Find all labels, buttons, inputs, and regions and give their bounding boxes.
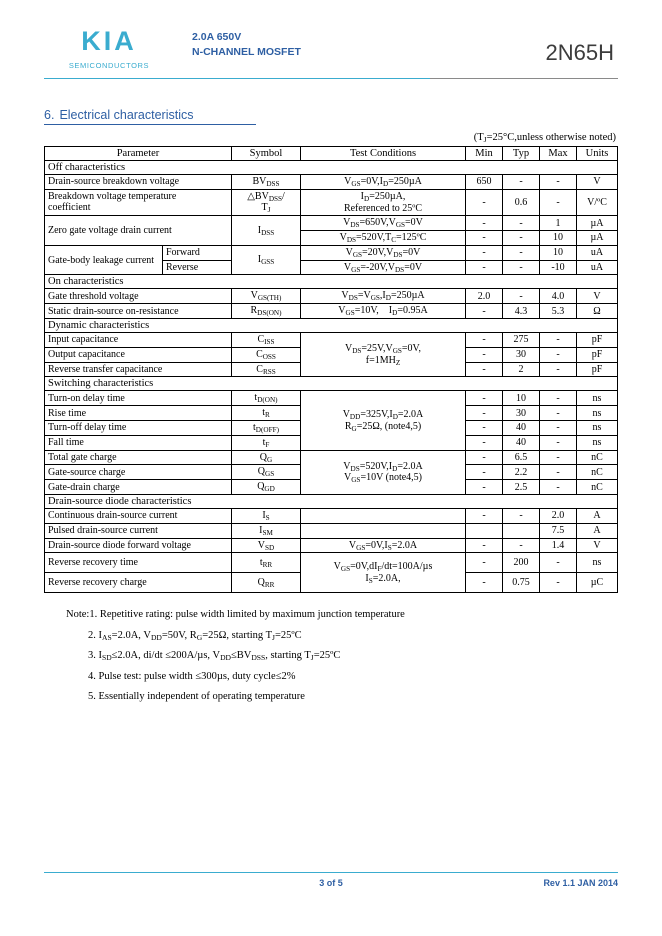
cond-idss-1: $V_{DS}=650V,V_{GS}=0V$ bbox=[301, 216, 466, 231]
section-underline bbox=[44, 124, 256, 125]
page-header bbox=[44, 0, 618, 86]
logo-tagline: SEMICONDUCTORS bbox=[68, 61, 150, 70]
cond-is bbox=[301, 509, 466, 524]
min-qrr: - bbox=[466, 573, 503, 593]
unit-tdon: ns bbox=[577, 391, 618, 406]
min-vgsth: 2.0 bbox=[466, 289, 503, 304]
typ-idss-2: - bbox=[503, 231, 540, 246]
table-row bbox=[45, 523, 618, 538]
unit-ciss: pF bbox=[577, 333, 618, 348]
typ-igss-rev: - bbox=[503, 260, 540, 275]
typ-tdoff: 40 bbox=[503, 421, 540, 436]
min-tdon: - bbox=[466, 391, 503, 406]
table-row bbox=[45, 174, 618, 189]
symbol-igss: $I_{GSS}$ bbox=[232, 245, 301, 275]
symbol-vsd: $V_{SD}$ bbox=[232, 538, 301, 553]
param-rdson: Static drain-source on-resistance bbox=[45, 304, 232, 319]
group-label-dynamic: Dynamic characteristics bbox=[45, 319, 618, 333]
unit-igss-fwd: uA bbox=[577, 245, 618, 260]
max-vsd: 1.4 bbox=[540, 538, 577, 553]
max-igss-fwd: 10 bbox=[540, 245, 577, 260]
symbol-qrr: $Q_{RR}$ bbox=[232, 573, 301, 593]
cond-vsd: $V_{GS}=0V,I_S=2.0A$ bbox=[301, 538, 466, 553]
max-is: 2.0 bbox=[540, 509, 577, 524]
max-trr: - bbox=[540, 553, 577, 573]
symbol-coss: $C_{OSS}$ bbox=[232, 347, 301, 362]
symbol-tf: $t_F$ bbox=[232, 435, 301, 450]
min-tr: - bbox=[466, 406, 503, 421]
min-idss-1: - bbox=[466, 216, 503, 231]
note-3: 3. $I_{SD}\le 2.0A$, di/dt ≤200A/µs, $V_{DD}\le BV_{DSS}$, starting $T_J=25ºC$ bbox=[88, 650, 341, 663]
param-vgsth: Gate threshold voltage bbox=[45, 289, 232, 304]
param-qrr: Reverse recovery charge bbox=[45, 573, 232, 593]
param-tdoff: Turn-off delay time bbox=[45, 421, 232, 436]
typ-tr: 30 bbox=[503, 406, 540, 421]
cond-igss-fwd: $V_{GS}=20V,V_{DS}=0V$ bbox=[301, 245, 466, 260]
table-group-header bbox=[45, 160, 618, 174]
unit-bvdss: V bbox=[577, 174, 618, 189]
header-parameter: Parameter bbox=[45, 146, 232, 160]
param-bvdss: Drain-source breakdown voltage bbox=[45, 174, 232, 189]
table-group-header bbox=[45, 495, 618, 509]
typ-is: - bbox=[503, 509, 540, 524]
max-igss-rev: -10 bbox=[540, 260, 577, 275]
electrical-characteristics-table bbox=[44, 146, 618, 594]
typ-ism bbox=[503, 523, 540, 538]
min-tf: - bbox=[466, 435, 503, 450]
table-row bbox=[45, 245, 618, 260]
typ-vsd: - bbox=[503, 538, 540, 553]
symbol-crss: $C_{RSS}$ bbox=[232, 362, 301, 377]
footer-left-spacer bbox=[44, 878, 204, 888]
typ-bvdss: - bbox=[503, 174, 540, 189]
param-is: Continuous drain-source current bbox=[45, 509, 232, 524]
max-rdson: 5.3 bbox=[540, 304, 577, 319]
symbol-idss: $I_{DSS}$ bbox=[232, 216, 301, 246]
symbol-qgd: $Q_{GD}$ bbox=[232, 480, 301, 495]
min-trr: - bbox=[466, 553, 503, 573]
note-1: Note:1. Repetitive rating: pulse width limited by maximum junction temperature bbox=[66, 609, 405, 621]
min-igss-fwd: - bbox=[466, 245, 503, 260]
max-tdon: - bbox=[540, 391, 577, 406]
max-tf: - bbox=[540, 435, 577, 450]
table-row bbox=[45, 189, 618, 216]
unit-vsd: V bbox=[577, 538, 618, 553]
typ-crss: 2 bbox=[503, 362, 540, 377]
param-ism: Pulsed drain-source current bbox=[45, 523, 232, 538]
typ-tdon: 10 bbox=[503, 391, 540, 406]
unit-qg: nC bbox=[577, 450, 618, 465]
typ-qgs: 2.2 bbox=[503, 465, 540, 480]
group-label-switching: Switching characteristics bbox=[45, 377, 618, 391]
unit-idss-2: µA bbox=[577, 231, 618, 246]
symbol-bv-tempco: $\triangle BV_{DSS}/$ $T_J$ bbox=[232, 189, 301, 216]
section-title-text: Electrical characteristics bbox=[59, 108, 194, 122]
notes-list bbox=[44, 605, 618, 707]
param-vsd: Drain-source diode forward voltage bbox=[45, 538, 232, 553]
min-bvdss: 650 bbox=[466, 174, 503, 189]
min-idss-2: - bbox=[466, 231, 503, 246]
unit-is: A bbox=[577, 509, 618, 524]
symbol-tdoff: $t_{D(OFF)}$ bbox=[232, 421, 301, 436]
section-heading bbox=[44, 108, 618, 128]
cond-ism bbox=[301, 523, 466, 538]
note-2: 2. $I_{AS}=2.0A$, $V_{DD}=50V$, $R_G=25\Omega$, starting $T_J=25ºC$ bbox=[88, 629, 302, 642]
symbol-tr: $t_R$ bbox=[232, 406, 301, 421]
typ-ciss: 275 bbox=[503, 333, 540, 348]
max-bvdss: - bbox=[540, 174, 577, 189]
symbol-tdon: $t_{D(ON)}$ bbox=[232, 391, 301, 406]
param-trr: Reverse recovery time bbox=[45, 553, 232, 573]
unit-qgd: nC bbox=[577, 480, 618, 495]
unit-idss-1: µA bbox=[577, 216, 618, 231]
symbol-bvdss: $BV_{DSS}$ bbox=[232, 174, 301, 189]
min-coss: - bbox=[466, 347, 503, 362]
table-header-row bbox=[45, 146, 618, 160]
cond-vgsth: $V_{DS}=V_{GS},I_D=250\mu A$ bbox=[301, 289, 466, 304]
header-min: Min bbox=[466, 146, 503, 160]
param-idss: Zero gate voltage drain current bbox=[45, 216, 232, 246]
min-rdson: - bbox=[466, 304, 503, 319]
param-tr: Rise time bbox=[45, 406, 232, 421]
param-igss-forward: Forward bbox=[163, 245, 232, 260]
unit-tr: ns bbox=[577, 406, 618, 421]
section-number: 6. bbox=[44, 108, 55, 122]
param-bv-tempco: Breakdown voltage temperature coefficient bbox=[45, 189, 232, 216]
typ-igss-fwd: - bbox=[503, 245, 540, 260]
table-row bbox=[45, 304, 618, 319]
symbol-qg: $Q_G$ bbox=[232, 450, 301, 465]
header-divider-right bbox=[430, 78, 618, 79]
param-igss: Gate-body leakage current bbox=[45, 245, 163, 275]
group-label-on: On characteristics bbox=[45, 275, 618, 289]
symbol-rdson: $R_{DS(ON)}$ bbox=[232, 304, 301, 319]
table-row bbox=[45, 333, 618, 348]
page-footer bbox=[44, 872, 618, 888]
min-qgs: - bbox=[466, 465, 503, 480]
param-qg: Total gate charge bbox=[45, 450, 232, 465]
brand-logo bbox=[44, 28, 174, 70]
max-crss: - bbox=[540, 362, 577, 377]
max-tr: - bbox=[540, 406, 577, 421]
max-qgs: - bbox=[540, 465, 577, 480]
param-tdon: Turn-on delay time bbox=[45, 391, 232, 406]
param-crss: Reverse transfer capacitance bbox=[45, 362, 232, 377]
cond-igss-rev: $V_{GS}=-20V,V_{DS}=0V$ bbox=[301, 260, 466, 275]
cond-bvdss: $V_{GS}=0V,I_D=250\mu A$ bbox=[301, 174, 466, 189]
min-qgd: - bbox=[466, 480, 503, 495]
table-row bbox=[45, 553, 618, 573]
unit-coss: pF bbox=[577, 347, 618, 362]
typ-coss: 30 bbox=[503, 347, 540, 362]
max-ciss: - bbox=[540, 333, 577, 348]
cond-rdson: $V_{GS}=10V$, $I_D=0.95A$ bbox=[301, 304, 466, 319]
max-tdoff: - bbox=[540, 421, 577, 436]
table-row bbox=[45, 450, 618, 465]
cond-idss-2: $V_{DS}=520V,T_C=125ºC$ bbox=[301, 231, 466, 246]
header-subtitle bbox=[174, 28, 546, 60]
typ-trr: 200 bbox=[503, 553, 540, 573]
max-qrr: - bbox=[540, 573, 577, 593]
unit-qrr: µC bbox=[577, 573, 618, 593]
table-group-header bbox=[45, 377, 618, 391]
header-units: Units bbox=[577, 146, 618, 160]
symbol-ciss: $C_{ISS}$ bbox=[232, 333, 301, 348]
unit-igss-rev: uA bbox=[577, 260, 618, 275]
max-qg: - bbox=[540, 450, 577, 465]
table-row bbox=[45, 391, 618, 406]
min-qg: - bbox=[466, 450, 503, 465]
min-is: - bbox=[466, 509, 503, 524]
header-device-type-line: N-CHANNEL MOSFET bbox=[192, 46, 301, 59]
min-bv-tempco: - bbox=[466, 189, 503, 216]
unit-crss: pF bbox=[577, 362, 618, 377]
cond-bv-tempco: $I_D=250\mu A$, Referenced to 25ºC bbox=[301, 189, 466, 216]
unit-bv-tempco: V/ºC bbox=[577, 189, 618, 216]
symbol-is: $I_S$ bbox=[232, 509, 301, 524]
header-max: Max bbox=[540, 146, 577, 160]
min-ciss: - bbox=[466, 333, 503, 348]
max-coss: - bbox=[540, 347, 577, 362]
min-tdoff: - bbox=[466, 421, 503, 436]
typ-tf: 40 bbox=[503, 435, 540, 450]
table-group-header bbox=[45, 319, 618, 333]
min-ism bbox=[466, 523, 503, 538]
unit-ism: A bbox=[577, 523, 618, 538]
typ-qg: 6.5 bbox=[503, 450, 540, 465]
cond-recovery: $V_{GS}=0V,dI_F/dt=100A/\mu s$ $I_S=2.0A$, bbox=[301, 553, 466, 593]
param-qgs: Gate-source charge bbox=[45, 465, 232, 480]
note-4: 4. Pulse test: pulse width ≤300µs, duty cycle≤2% bbox=[88, 670, 296, 682]
max-ism: 7.5 bbox=[540, 523, 577, 538]
group-label-off: Off characteristics bbox=[45, 160, 618, 174]
param-tf: Fall time bbox=[45, 435, 232, 450]
header-test-conditions: Test Conditions bbox=[301, 146, 466, 160]
table-row bbox=[45, 216, 618, 231]
max-idss-1: 1 bbox=[540, 216, 577, 231]
min-igss-rev: - bbox=[466, 260, 503, 275]
unit-tdoff: ns bbox=[577, 421, 618, 436]
symbol-trr: $t_{RR}$ bbox=[232, 553, 301, 573]
unit-qgs: nC bbox=[577, 465, 618, 480]
typ-idss-1: - bbox=[503, 216, 540, 231]
table-row bbox=[45, 289, 618, 304]
table-group-header bbox=[45, 275, 618, 289]
max-qgd: - bbox=[540, 480, 577, 495]
header-typ: Typ bbox=[503, 146, 540, 160]
logo-wordmark: KIA bbox=[81, 26, 137, 56]
test-condition-note: ($T_J=25^\circ C,unless$ otherwise noted) bbox=[473, 132, 616, 144]
table-row bbox=[45, 538, 618, 553]
page-number: 3 of 5 bbox=[319, 878, 343, 888]
min-vsd: - bbox=[466, 538, 503, 553]
max-vgsth: 4.0 bbox=[540, 289, 577, 304]
symbol-vgsth: $V_{GS(TH)}$ bbox=[232, 289, 301, 304]
max-idss-2: 10 bbox=[540, 231, 577, 246]
header-rating-line: 2.0A 650V bbox=[192, 31, 242, 43]
max-bv-tempco: - bbox=[540, 189, 577, 216]
param-coss: Output capacitance bbox=[45, 347, 232, 362]
param-qgd: Gate-drain charge bbox=[45, 480, 232, 495]
revision-label: Rev 1.1 JAN 2014 bbox=[543, 878, 618, 888]
part-number: 2N65H bbox=[545, 40, 614, 65]
typ-bv-tempco: 0.6 bbox=[503, 189, 540, 216]
unit-vgsth: V bbox=[577, 289, 618, 304]
table-row bbox=[45, 509, 618, 524]
note-5: 5. Essentially independent of operating temperature bbox=[88, 691, 305, 703]
typ-rdson: 4.3 bbox=[503, 304, 540, 319]
unit-rdson: Ω bbox=[577, 304, 618, 319]
unit-trr: ns bbox=[577, 553, 618, 573]
unit-tf: ns bbox=[577, 435, 618, 450]
symbol-qgs: $Q_{GS}$ bbox=[232, 465, 301, 480]
symbol-ism: $I_{SM}$ bbox=[232, 523, 301, 538]
param-ciss: Input capacitance bbox=[45, 333, 232, 348]
param-igss-reverse: Reverse bbox=[163, 260, 232, 275]
header-symbol: Symbol bbox=[232, 146, 301, 160]
cond-capacitance: $V_{DS}=25V,V_{GS}=0V$, $f=1MH_Z$ bbox=[301, 333, 466, 377]
cond-switching: $V_{DD}=325V,I_D=2.0A$ $R_G=25\Omega$, (note4,5) bbox=[301, 391, 466, 450]
typ-qrr: 0.75 bbox=[503, 573, 540, 593]
group-label-diode: Drain-source diode characteristics bbox=[45, 495, 618, 509]
typ-vgsth: - bbox=[503, 289, 540, 304]
cond-gate-charge: $V_{DS}=520V,I_D=2.0A$ $V_{GS}=10V$ (note4,5) bbox=[301, 450, 466, 494]
typ-qgd: 2.5 bbox=[503, 480, 540, 495]
min-crss: - bbox=[466, 362, 503, 377]
